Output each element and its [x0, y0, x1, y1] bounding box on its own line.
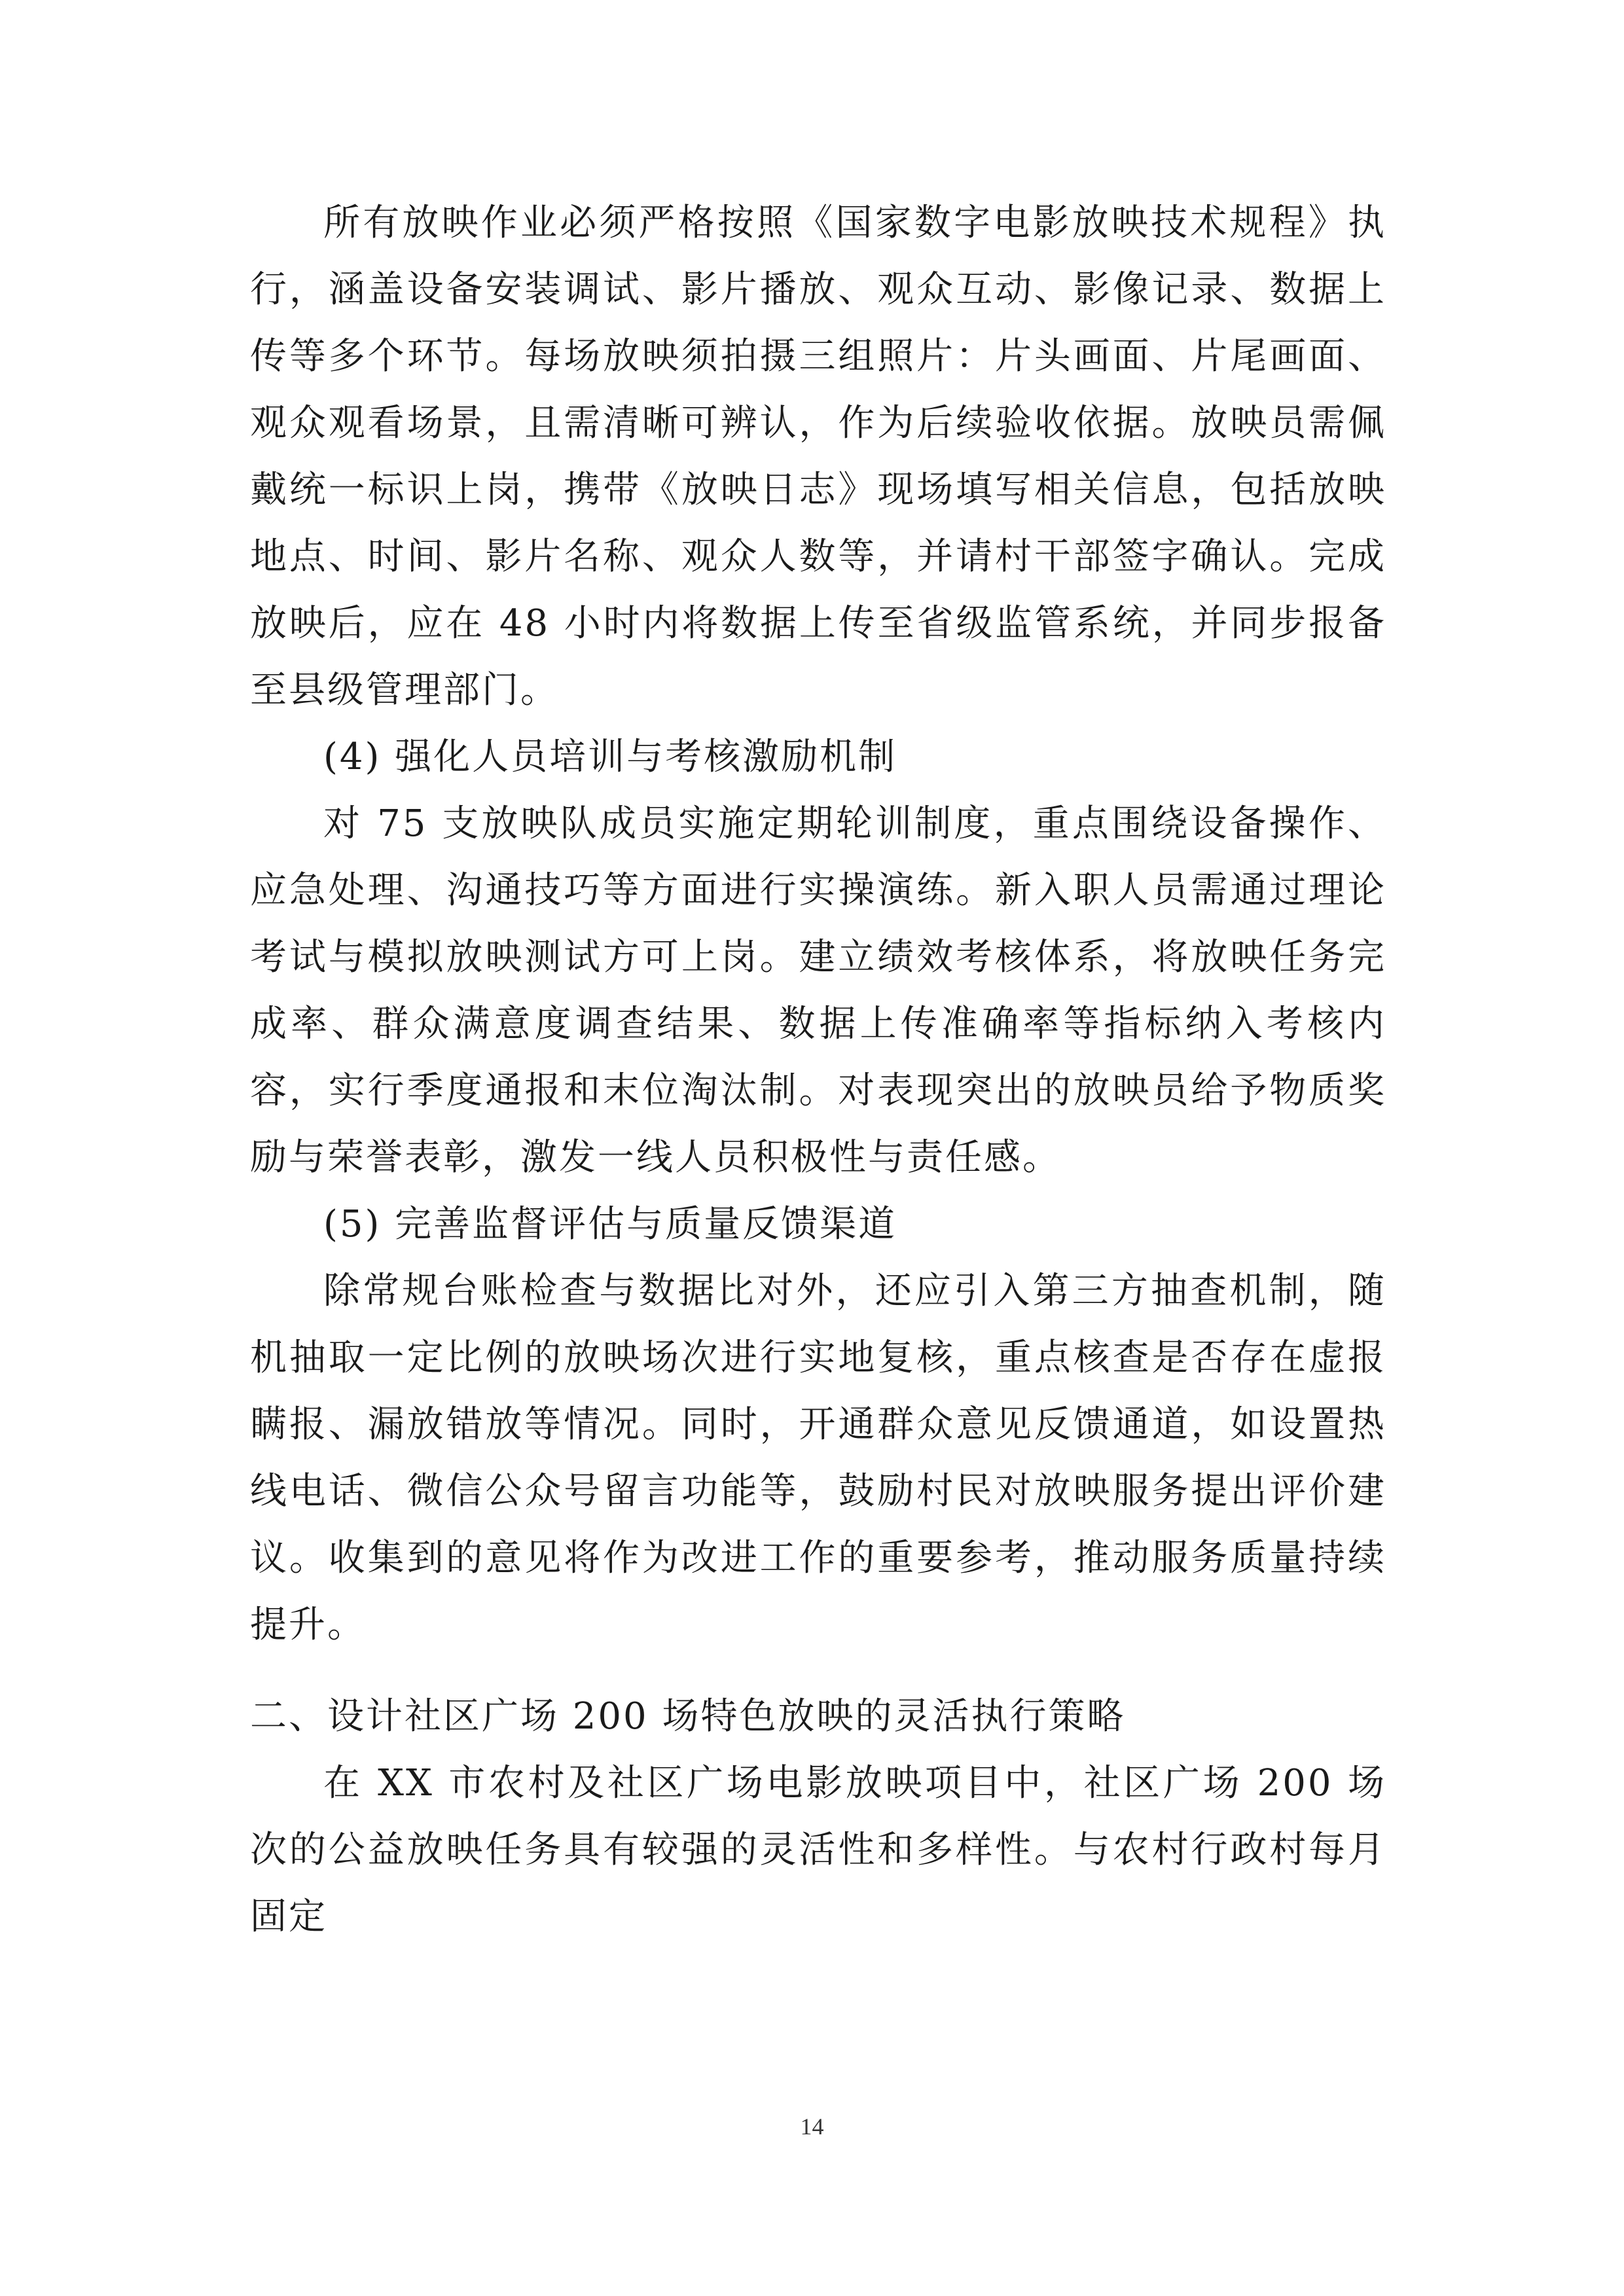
page-number: 14: [800, 2113, 824, 2140]
document-body: [250, 190, 1386, 1950]
section-heading-community-strategy: 二、设计社区广场 200 场特色放映的灵活执行策略: [250, 1695, 1126, 1738]
paragraph-community-intro: 在 XX 市农村及社区广场电影放映项目中，社区广场 200 场次的公益放映任务具有较强的灵活性和多样性。与农村行政村每月固定: [250, 1762, 1386, 1938]
paragraph-training-details: 对 75 支放映队成员实施定期轮训制度，重点围绕设备操作、应急处理、沟通技巧等方面进行实操演练。新入职人员需通过理论考试与模拟放映测试方可上岗。建立绩效考核体系，将放映任务完成率、群众满意度调查结果、数据上传准确率等指标纳入考核内容，实行季度通报和末位淘汰制。对表现突出的放映员给予物质奖励与荣誉表彰，激发一线人员积极性与责任感。: [250, 802, 1386, 1179]
subheading-training-assessment: (4) 强化人员培训与考核激励机制: [323, 736, 897, 778]
subheading-supervision-feedback: (5) 完善监督评估与质量反馈渠道: [323, 1203, 897, 1246]
paragraph-supervision-details: 除常规台账检查与数据比对外，还应引入第三方抽查机制，随机抽取一定比例的放映场次进行实地复核，重点核查是否存在虚报瞒报、漏放错放等情况。同时，开通群众意见反馈通道，如设置热线电话、微信公众号留言功能等，鼓励村民对放映服务提出评价建议。收集到的意见将作为改进工作的重要参考，推动服务质量持续提升。: [250, 1270, 1386, 1646]
paragraph-projection-standards: 所有放映作业必须严格按照《国家数字电影放映技术规程》执行，涵盖设备安装调试、影片播放、观众互动、影像记录、数据上传等多个环节。每场放映须拍摄三组照片：片头画面、片尾画面、观众观看场景，且需清晰可辨认，作为后续验收依据。放映员需佩戴统一标识上岗，携带《放映日志》现场填写相关信息，包括放映地点、时间、影片名称、观众人数等，并请村干部签字确认。完成放映后，应在 48 小时内将数据上传至省级监管系统，并同步报备至县级管理部门。: [250, 202, 1386, 711]
